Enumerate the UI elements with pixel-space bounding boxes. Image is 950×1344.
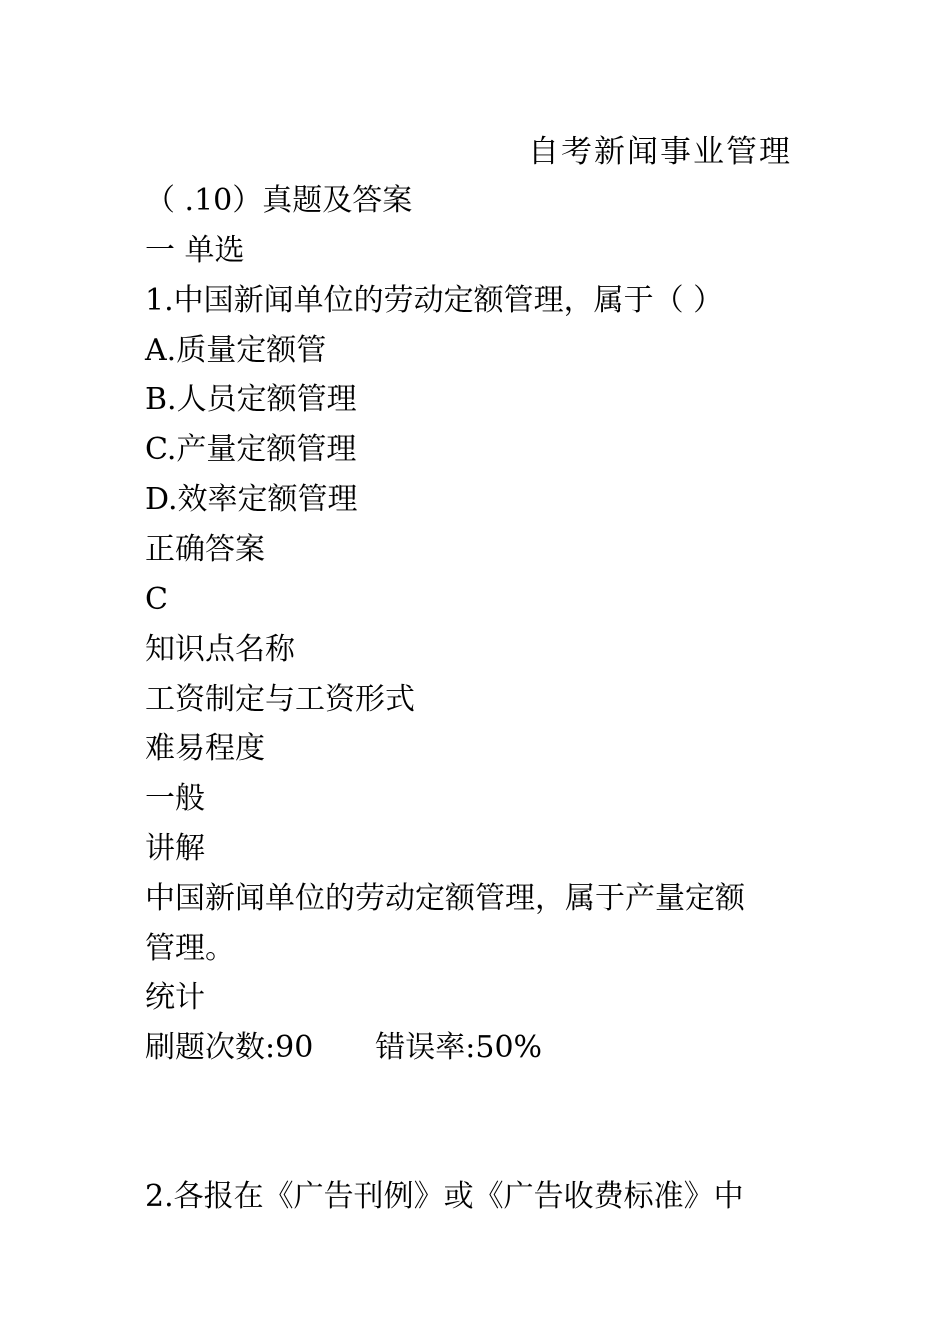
document-subtitle: （ .10）真题及答案: [145, 183, 413, 218]
stats-label: 统计: [145, 980, 205, 1015]
knowledge-value: 工资制定与工资形式: [145, 682, 415, 717]
difficulty-value: 一般: [145, 781, 205, 816]
question-2-stem: 2.各报在《广告刊例》或《广告收费标准》中: [145, 1179, 744, 1214]
option-b: B.人员定额管理: [145, 382, 357, 417]
question-1-stem: 1.中国新闻单位的劳动定额管理，属于（ ）: [145, 283, 724, 318]
error-rate: 错误率:50%: [375, 1030, 543, 1065]
difficulty-label: 难易程度: [145, 731, 265, 766]
option-c: C.产量定额管理: [145, 432, 357, 467]
explanation-line-2: 管理。: [145, 931, 235, 966]
explanation-line-1: 中国新闻单位的劳动定额管理，属于产量定额: [145, 881, 745, 916]
option-a: A.质量定额管: [145, 333, 327, 368]
answer-value: C: [145, 582, 168, 617]
knowledge-label: 知识点名称: [145, 632, 295, 667]
attempt-count: 刷题次数:90: [145, 1030, 314, 1065]
explanation-label: 讲解: [145, 831, 205, 866]
stats-row: [145, 1028, 542, 1068]
answer-label: 正确答案: [145, 532, 265, 567]
section-heading: 一 单选: [145, 233, 245, 268]
option-d: D.效率定额管理: [145, 482, 358, 517]
document-title: 自考新闻事业管理: [528, 134, 792, 170]
